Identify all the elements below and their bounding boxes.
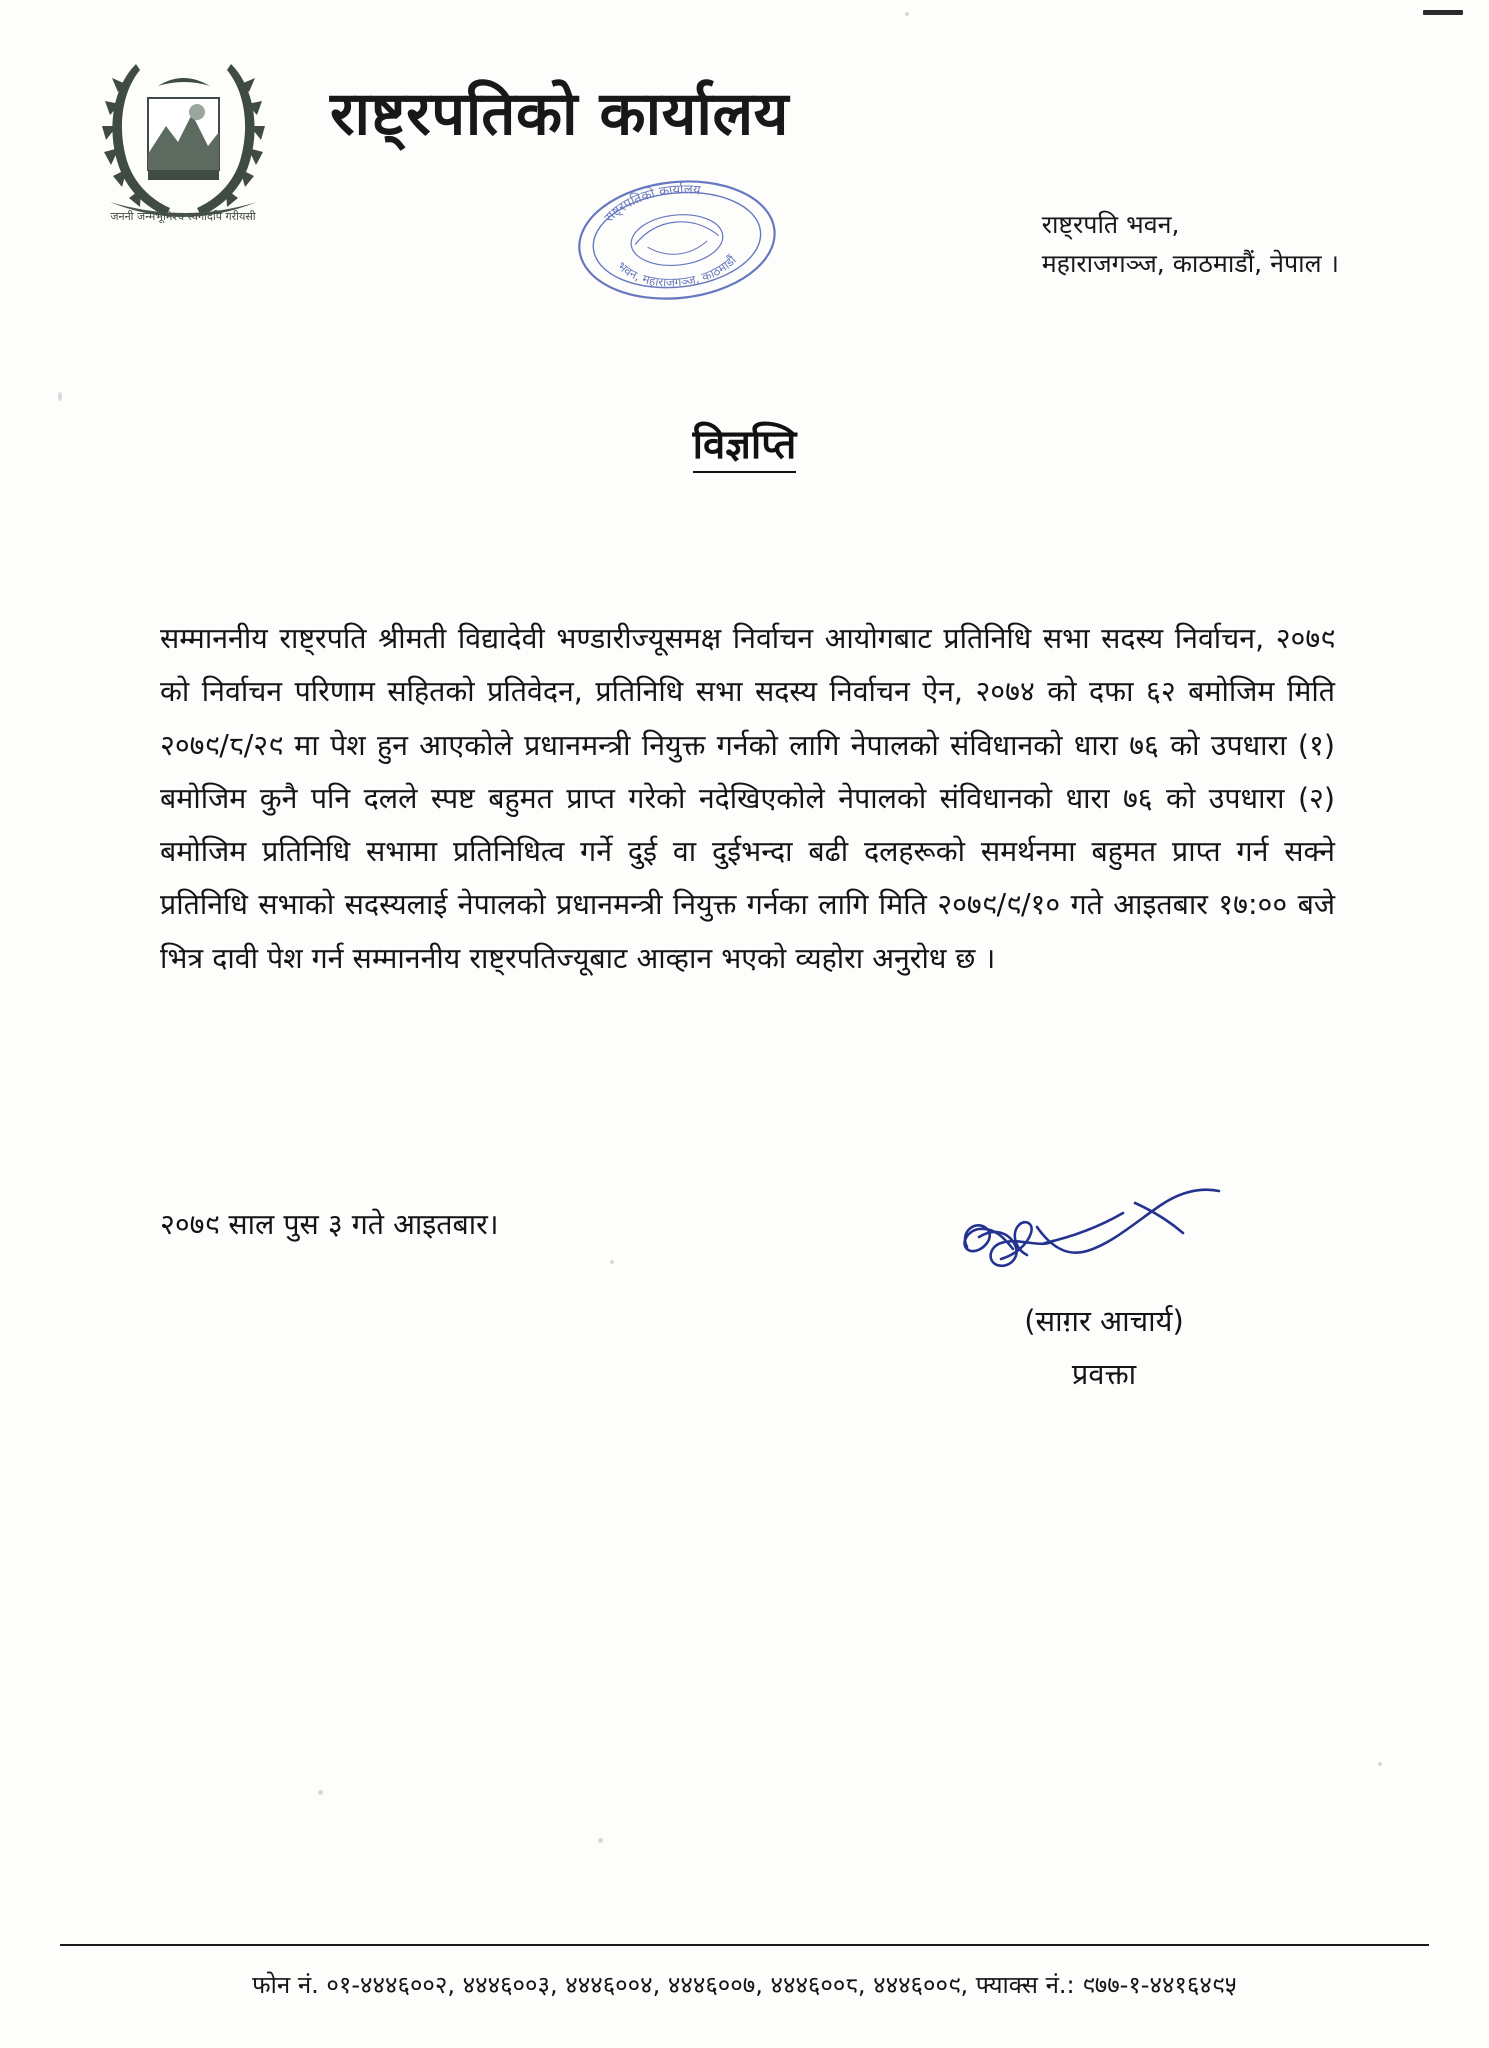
office-round-seal-icon (569, 168, 786, 314)
svg-text:भवन, महाराजगञ्ज, काठमाडौं: भवन, महाराजगञ्ज, काठमाडौं (614, 252, 739, 290)
scan-artifact-mark (1423, 10, 1463, 15)
footer-divider (60, 1944, 1429, 1946)
document-heading-text: विज्ञप्ति (693, 422, 797, 473)
scan-speck (58, 392, 62, 401)
handwritten-signature-icon (894, 1195, 1314, 1295)
office-address (1042, 206, 1339, 284)
address-line-1: राष्ट्रपति भवन, (1041, 210, 1180, 239)
document-date: २०७९ साल पुस ३ गते आइतबार। (160, 1208, 499, 1241)
nepal-government-emblem-icon (96, 34, 271, 234)
document-body: सम्माननीय राष्ट्रपति श्रीमती विद्यादेवी भण्डारीज्यूसमक्ष निर्वाचन आयोगबाट प्रतिनिधि सभा सदस्य निर्वाचन, २०७९ को निर्वाचन परिणाम सहितको प्रतिवेदन, प्रतिनिधि सभा सदस्य निर्वाचन ऐन, २०७४ को दफा ६२ बमोजिम मिति २०७९/८/२९ मा पेश हुन आएकोले प्रधानमन्त्री नियुक्त गर्नको लागि नेपालको संविधानको धारा ७६ को उपधारा (१) बमोजिम कुनै पनि दलले स्पष्ट बहुमत प्राप्त गरेको नदेखिएकोले नेपालको संविधानको धारा ७६ को उपधारा (२) बमोजिम प्रतिनिधि सभामा प्रतिनिधित्व गर्ने दुई वा दुईभन्दा बढी दलहरूको समर्थनमा बहुमत प्राप्त गर्न सक्ने प्रतिनिधि सभाको सदस्यलाई नेपालको प्रधानमन्त्री नियुक्त गर्नका लागि मिति २०७९/९/१० गते आइतबार १७:०० बजे भित्र दावी पेश गर्न सम्माननीय राष्ट्रपतिज्यूबाट आव्हान भएको व्यहोरा अनुरोध छ । (160, 622, 1335, 975)
signer-name: (साग़र आचार्य) (1024, 1304, 1184, 1338)
document-heading (0, 415, 1489, 470)
organization-title: राष्ट्रपतिको कार्यालय (330, 79, 789, 149)
scan-speck (1378, 1762, 1382, 1766)
scan-speck (318, 1790, 323, 1795)
footer-contact-info: फोन नं. ०१-४४४६००२, ४४४६००३, ४४४६००४, ४४४६००७, ४४४६००८, ४४४६००९, फ्याक्स नं.: ९७७-१-४४१६४९५ (252, 1971, 1237, 1999)
letterhead (0, 28, 1489, 288)
signature-block (894, 1195, 1314, 1393)
signer-role: प्रवक्ता (1071, 1357, 1137, 1391)
svg-text:जननी जन्मभूमिश्च स्वर्गादपि गर: जननी जन्मभूमिश्च स्वर्गादपि गरीयसी (110, 210, 256, 223)
scan-speck (598, 1838, 603, 1843)
svg-text:राष्ट्रपतिको कार्यालय: राष्ट्रपतिको कार्यालय (601, 182, 702, 226)
address-line-2: महाराजगञ्ज, काठमाडौं, नेपाल । (1041, 248, 1339, 278)
scan-speck (610, 1260, 614, 1264)
scan-speck (905, 12, 909, 16)
